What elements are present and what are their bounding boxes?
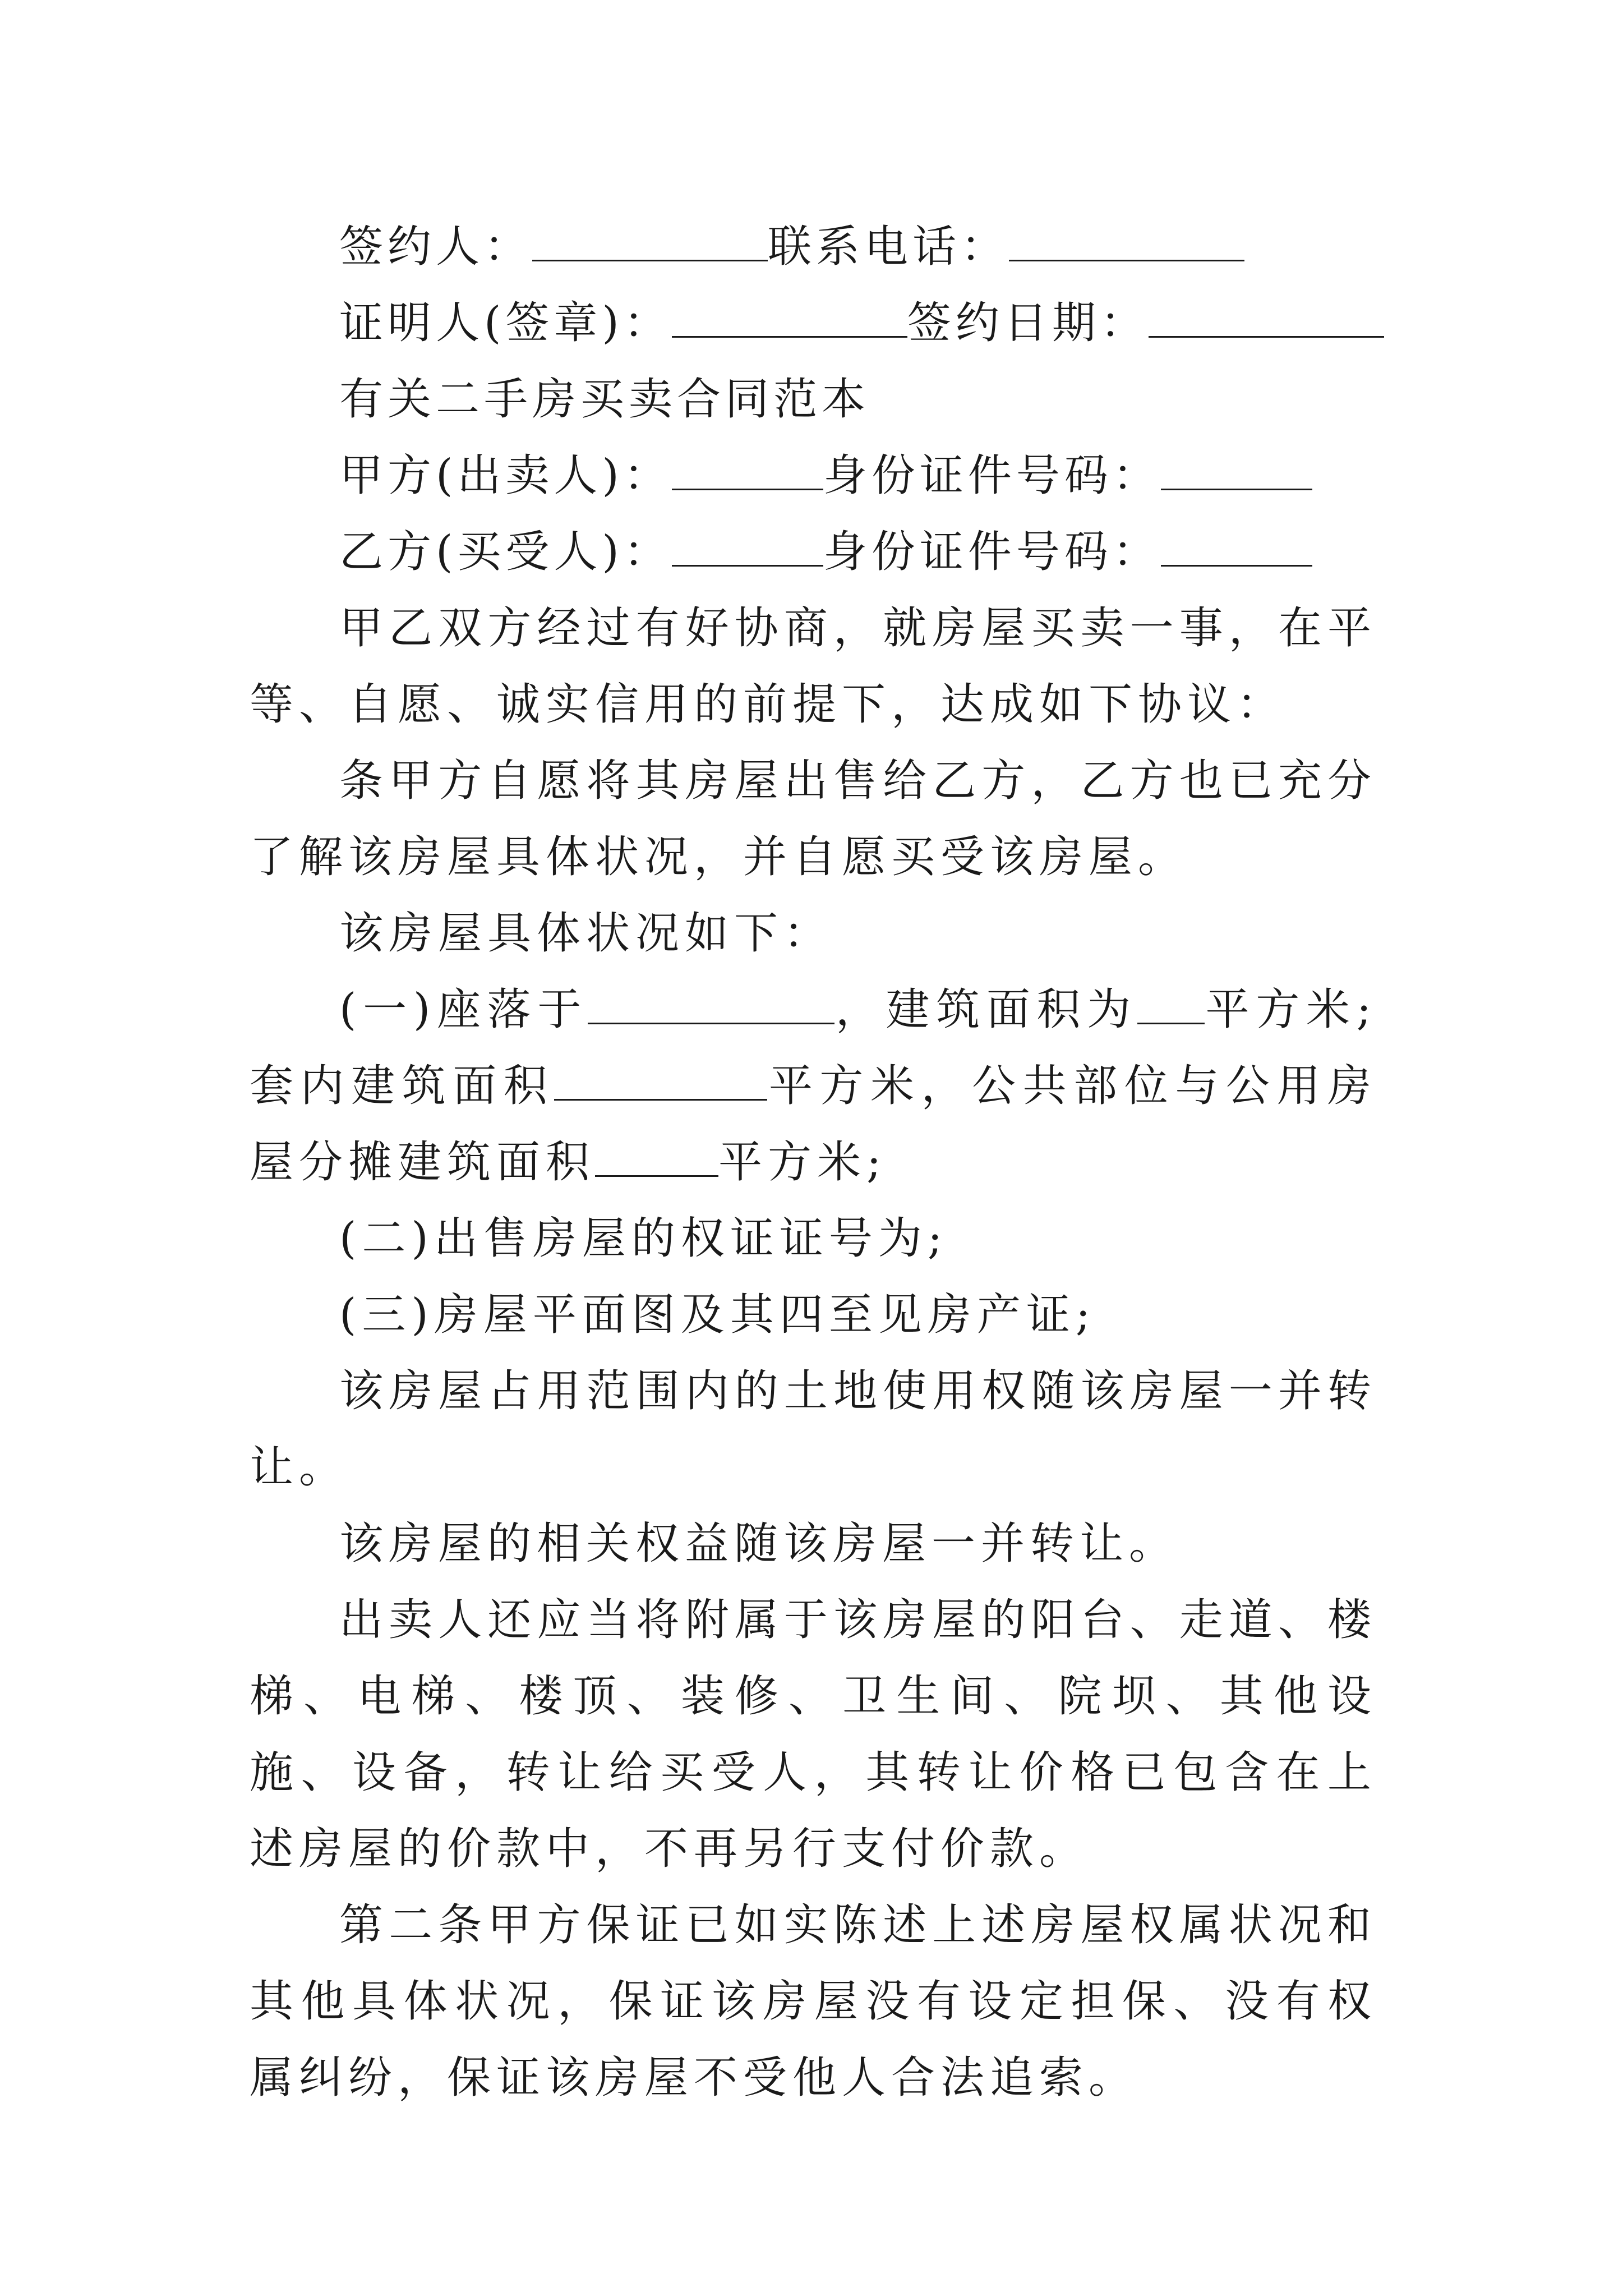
document-title: 有关二手房买卖合同范本 [339,374,870,425]
article-1-paragraph: 条甲方自愿将其房屋出售给乙方，乙方也已充分了解该房屋具体状况，并自愿买受该房屋。 [250,756,1377,882]
id-label-b: 身份证件号码： [823,527,1161,577]
inner-area-blank [554,1060,767,1101]
item-1-paragraph [250,972,1377,1200]
item-1-part-b: ，建筑面积为 [834,984,1137,1035]
id-b-blank [1161,526,1312,567]
id-a-blank [1161,449,1312,490]
area-blank [1137,983,1205,1024]
sign-date-blank [1149,297,1384,338]
signer-label: 签约人： [339,222,533,272]
rights-paragraph: 该房屋的相关权益随该房屋一并转让。 [339,1519,1179,1569]
item-1-part-a: (一)座落于 [339,984,588,1035]
signer-blank [532,220,768,261]
party-b-label: 乙方(买受人)： [339,527,672,577]
phone-blank [1009,220,1244,261]
item-3-paragraph: (三)房屋平面图及其四至见房产证; [339,1290,1096,1340]
shared-area-blank [595,1136,718,1177]
item-1-part-e: 平方米; [718,1137,887,1188]
party-b-blank [672,526,823,567]
status-heading: 该房屋具体状况如下： [339,908,833,959]
item-1-part-c: 平方米;套内建筑面积 [250,984,1377,1111]
phone-label: 联系电话： [768,222,1009,272]
witness-blank [672,297,907,338]
intro-paragraph: 甲乙双方经过有好协商，就房屋买卖一事，在平等、自愿、诚实信用的前提下，达成如下协议： [250,603,1377,730]
land-paragraph: 该房屋占用范围内的土地使用权随该房屋一并转让。 [250,1366,1377,1493]
item-2-paragraph: (二)出售房屋的权证证号为; [339,1213,948,1264]
party-a-blank [672,449,823,490]
id-label-a: 身份证件号码： [823,450,1161,501]
party-b-line [250,514,1377,590]
signer-line [250,209,1377,285]
article-2-paragraph: 第二条甲方保证已如实陈述上述房屋权属状况和其他具体状况，保证该房屋没有设定担保、没有权属纠纷，保证该房屋不受他人合法追索。 [250,1900,1377,2103]
item-1-part-d: 平方米，公共部位与公用房屋分摊建筑面积 [250,1061,1377,1188]
document-body [250,209,1377,2116]
party-a-label: 甲方(出卖人)： [339,450,672,501]
sign-date-label: 签约日期： [907,298,1149,348]
witness-label: 证明人(签章)： [339,298,672,348]
witness-line [250,285,1377,361]
fixtures-paragraph: 出卖人还应当将附属于该房屋的阳台、走道、楼梯、电梯、楼顶、装修、卫生间、院坝、其他设施、设备，转让给买受人，其转让价格已包含在上述房屋的价款中，不再另行支付价款。 [250,1595,1377,1874]
location-blank [588,983,834,1024]
party-a-line [250,438,1377,514]
